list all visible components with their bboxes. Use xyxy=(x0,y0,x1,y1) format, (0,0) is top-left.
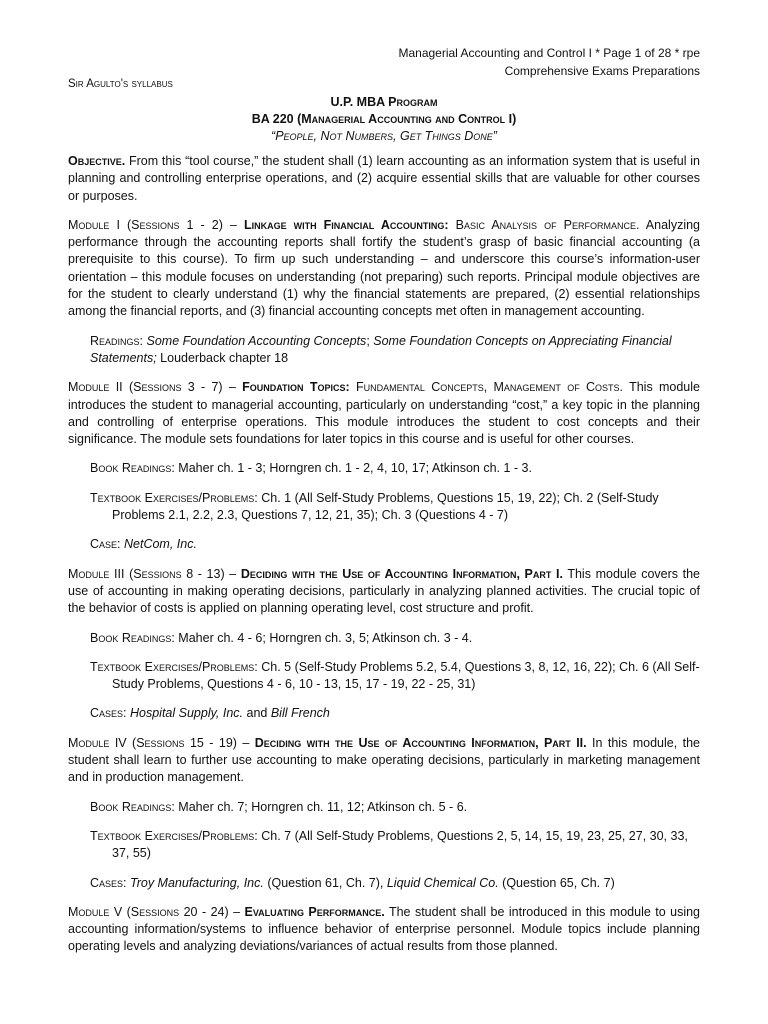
reading-a: Some Foundation Accounting Concepts xyxy=(146,333,367,348)
objective-text: From this “tool course,” the student shall (1) learn accounting as an information system that is useful in planning and controlling enterprise operations, and (2) acquire essential skills that are valuable for other courses or purposes. xyxy=(68,154,700,203)
readings-separator: ; xyxy=(366,333,374,348)
course-title: BA 220 (Managerial Accounting and Control I) xyxy=(251,112,517,126)
module-2-label: Module II (Sessions 3 - 7) – xyxy=(68,380,243,395)
exercises-text: : Ch. 7 (All Self-Study Problems, Questions 2, 5, 14, 15, 19, 23, 25, 27, 30, 33, 37, 55) xyxy=(112,828,688,861)
module-4-paragraph xyxy=(68,735,700,787)
case-separator: : xyxy=(123,875,130,890)
readings-label: Readings: xyxy=(90,333,144,348)
objective-label: Objective. xyxy=(68,154,126,168)
case-a: Troy Manufacturing, Inc. xyxy=(130,875,264,890)
book-readings-label: Book Readings xyxy=(90,630,172,645)
module-2-case xyxy=(90,536,700,553)
case-label: Case xyxy=(90,537,118,552)
book-readings-label: Book Readings xyxy=(90,799,172,814)
module-2-title: Foundation Topics: xyxy=(242,380,350,395)
module-4-label: Module IV (Sessions 15 - 19) – xyxy=(68,735,255,750)
case-a: Hospital Supply, Inc. xyxy=(130,706,244,721)
module-5-paragraph xyxy=(68,904,700,956)
module-3-label: Module III (Sessions 8 - 13) – xyxy=(68,566,241,581)
book-readings-text: : Maher ch. 7; Horngren ch. 11, 12; Atkinson ch. 5 - 6. xyxy=(171,799,468,814)
module-3-title: Deciding with the Use of Accounting Information, Part I. xyxy=(240,566,563,581)
module-1-text: Analyzing performance through the accounting reports shall fortify the student’s grasp of basic financial accounting (a prerequisite to this course). To firm up such understanding – and underscore this course’s information-user orientation – this module focuses on understanding (not preparing) such reports. Principal module objectives are for the student to clearly understand (1) why the financial statements are prepared, (2) essential relationships among the financial reports, and (3) financial accounting concepts met often in management accounting. xyxy=(68,217,700,319)
module-5-label: Module V (Sessions 20 - 24) – xyxy=(68,904,245,919)
module-1-label: Module I (Sessions 1 - 2) – xyxy=(68,217,244,232)
module-2-paragraph xyxy=(68,379,700,448)
module-2-text: This module introduces the student to managerial accounting, particularly on understanding “cost,” a key topic in the planning and controlling of enterprise operations. This module introduces the student to cost concepts and their significance. The module sets foundations for later topics in this course and is useful for other courses. xyxy=(68,380,700,447)
module-4-cases xyxy=(90,875,700,892)
case-separator: : xyxy=(123,706,130,721)
cases-label: Cases xyxy=(90,706,124,721)
module-1-readings xyxy=(90,333,700,368)
book-readings-label: Book Readings xyxy=(90,461,172,476)
module-2-exercises xyxy=(90,490,700,525)
program-title: U.P. MBA Program xyxy=(330,95,438,109)
book-readings-text: : Maher ch. 1 - 3; Horngren ch. 1 - 2, 4, 10, 17; Atkinson ch. 1 - 3. xyxy=(171,461,532,476)
module-3-book-readings xyxy=(90,630,700,647)
module-2-subtitle: Fundamental Concepts, Management of Costs. xyxy=(349,380,624,395)
module-1-title: Linkage with Financial Accounting: xyxy=(243,217,449,232)
module-4-book-readings xyxy=(90,799,700,816)
case-b: Bill French xyxy=(270,706,330,721)
exercises-text: : Ch. 1 (All Self-Study Problems, Questions 15, 19, 22); Ch. 2 (Self-Study Problems 2.1, 2.2, 2.3, Questions 7, 12, 21, 35); Ch. 3 (Questions 4 - 7) xyxy=(112,490,659,523)
module-3-paragraph xyxy=(68,566,700,618)
module-1-paragraph xyxy=(68,217,700,321)
case-a-note: (Question 61, Ch. 7), xyxy=(263,875,387,890)
book-readings-text: : Maher ch. 4 - 6; Horngren ch. 3, 5; Atkinson ch. 3 - 4. xyxy=(171,630,473,645)
course-motto: “People, Not Numbers, Get Things Done” xyxy=(271,129,497,143)
module-2-book-readings xyxy=(90,460,700,477)
reading-c: Louderback chapter 18 xyxy=(156,350,289,365)
title-block xyxy=(0,94,768,145)
case-conjunction: and xyxy=(243,706,271,721)
case-name: NetCom, Inc. xyxy=(124,537,197,552)
objective-paragraph xyxy=(68,153,700,205)
case-separator: : xyxy=(117,537,124,552)
syllabus-body xyxy=(68,153,700,968)
module-3-text: This module covers the use of accounting in making operating decisions, particularly in analyzing planned activities. The crucial topic of the behavior of costs is applied on planning operating level, cost structure and profit. xyxy=(68,566,701,616)
header-line-2: Comprehensive Exams Preparations xyxy=(504,64,700,78)
exercises-text: : Ch. 5 (Self-Study Problems 5.2, 5.4, Questions 3, 8, 12, 16, 22); Ch. 6 (All Self-Study Problems, Questions 4 - 6, 10 - 13, 15, 17 - 19, 22 - 25, 31) xyxy=(112,659,700,692)
header-line-1: Managerial Accounting and Control I * Page 1 of 28 * rpe xyxy=(398,46,700,60)
module-4-text: In this module, the student shall learn to further use accounting to make operating decisions, particularly in marketing management and in production management. xyxy=(68,735,700,785)
module-4-title: Deciding with the Use of Accounting Information, Part II. xyxy=(254,735,587,750)
module-5-text: The student shall be introduced in this module to using accounting information/systems to influence behavior of enterprise personnel. Module topics include planning operating levels and analyzing deviations/variances of actual results from those planned. xyxy=(68,904,700,954)
module-1-subtitle: Basic Analysis of Performance. xyxy=(448,217,640,232)
module-4-exercises xyxy=(90,828,700,863)
reading-b: Some Foundation Concepts on Appreciating Financial Statements; xyxy=(90,333,672,365)
case-b: Liquid Chemical Co. xyxy=(386,875,499,890)
cases-label: Cases xyxy=(90,875,124,890)
page-header xyxy=(398,44,700,80)
case-b-note: (Question 65, Ch. 7) xyxy=(498,875,615,890)
module-3-exercises xyxy=(90,659,700,694)
exercises-label: Textbook Exercises/Problems xyxy=(90,828,255,843)
exercises-label: Textbook Exercises/Problems xyxy=(90,490,255,505)
syllabus-tag: Sir Agulto's syllabus xyxy=(68,78,173,90)
exercises-label: Textbook Exercises/Problems xyxy=(90,659,255,674)
module-3-cases xyxy=(90,705,700,722)
module-5-title: Evaluating Performance. xyxy=(244,904,385,919)
